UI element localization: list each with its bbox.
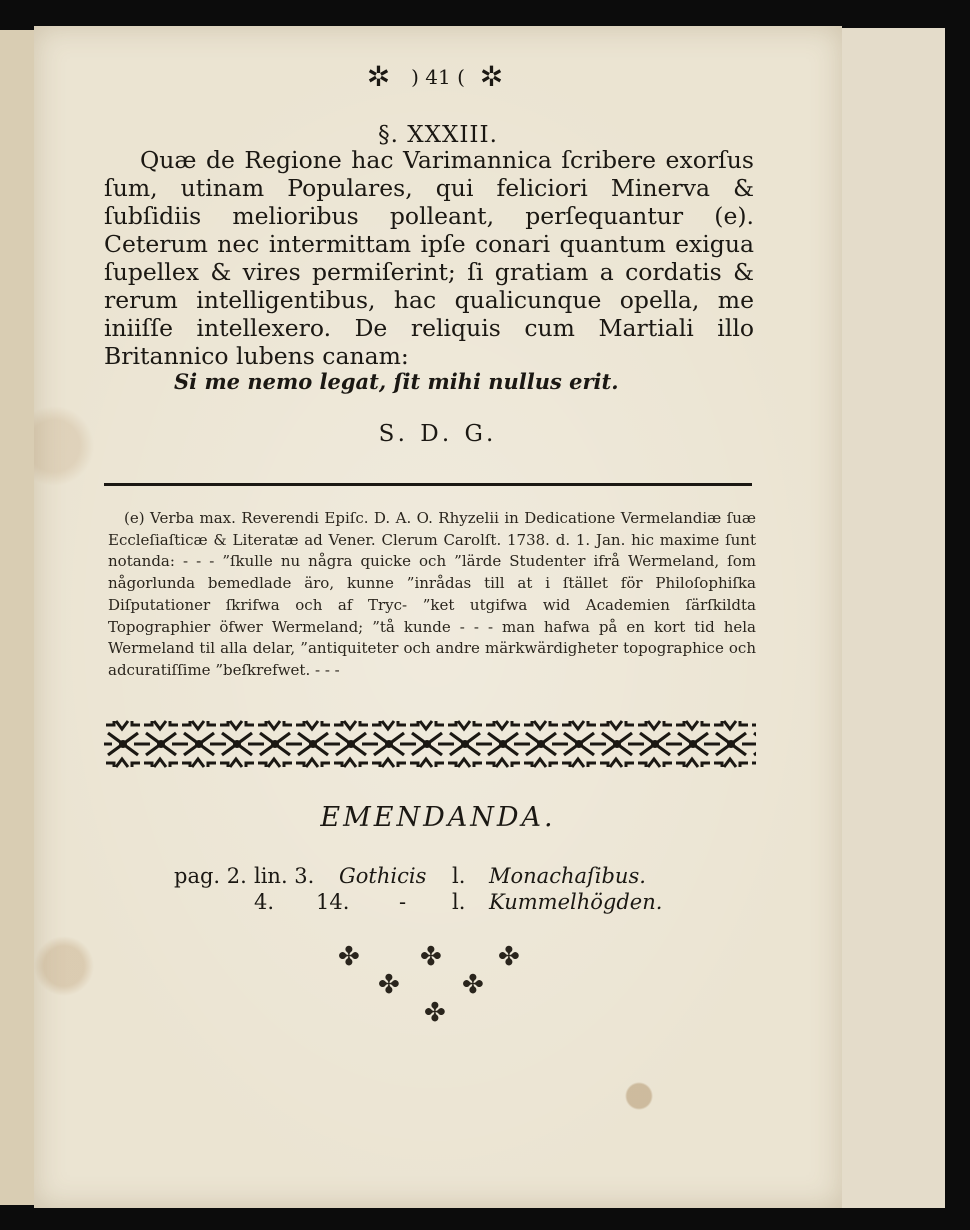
emendanda-title: EMENDANDA. [320,802,556,833]
book-page [34,26,842,1208]
right-ornament: ✲ [479,60,510,93]
erratum-word: - [399,890,407,914]
flourish-icon: ✤ [338,942,360,972]
ornament-band [104,719,756,769]
footnote-text: (e) Verba max. Reverendi Epiſc. D. A. O. Rhyzelii in Dedicatione Vermelandiæ ſuæ Eccleſiaſticæ & Literatæ ad Vener. Clerum Carolſt. 1738. d. 1. Jan. hic maxime ſunt notanda: - - - ”ſkulle nu några quicke och ”lärde Studenter ifrå Wermeland, ſom någorlunda bemedlade äro, kunne ”inrådas till at i ſtället för Philoſophiſka Diſputationer ſkrifwa och af Tryc- ”ket utgifwa wid Academien ſärſkildta Topographier öfwer Wermeland; ”tå kunde - - - man hafwa på en kort tid hela Wermeland til alla delar, ”antiquiteter och andre märkwärdigheter topographice och adcuratiſſime ”beſkrefwet. - - - [108,509,756,679]
erratum-pag: pag. 2. [174,864,247,888]
main-paragraph [104,146,754,370]
closing-sdg: S. D. G. [378,421,498,447]
flourish-icon: ✤ [498,942,520,972]
flourish-icon: ✤ [424,998,446,1028]
next-page-edge [830,28,945,1208]
footnote [108,508,756,682]
erratum-l: l. [452,864,466,888]
erratum-pag: 4. [254,890,275,914]
flourish-icon: ✤ [420,942,442,972]
section-title: §. XXXIII. [378,122,498,148]
erratum-correction: Monachaſibus. [489,864,646,888]
martial-quote: Si me nemo legat, ſit mihi nullus erit. [174,369,619,394]
erratum-lin: 14. [316,890,350,914]
left-page-edge [0,30,36,1205]
erratum-l: l. [452,890,466,914]
page-number: ) 41 ( [411,65,465,89]
flourish-icon: ✤ [462,970,484,1000]
paragraph-text: Quæ de Regione hac Varimannica ſcribere exorſus ſum, utinam Populares, qui feliciori Minerva & ſubſidiis melioribus polleant, perſequantur (e). Ceterum nec intermittam ipſe conari quantum exigua ſupellex & vires permiſerint; ſi gratiam a cordatis & rerum intelligentibus, hac qualicunque opella, me iniiſſe intellexero. De reliquis cum Martiali illo Britannico lubens canam: [104,146,754,370]
erratum-word: Gothicis [339,864,427,888]
erratum-correction: Kummelhögden. [489,890,663,914]
left-ornament: ✲ [366,60,397,93]
page-header [34,60,842,93]
flourish-icon: ✤ [378,970,400,1000]
footnote-rule [104,483,752,486]
erratum-lin: lin. 3. [254,864,315,888]
